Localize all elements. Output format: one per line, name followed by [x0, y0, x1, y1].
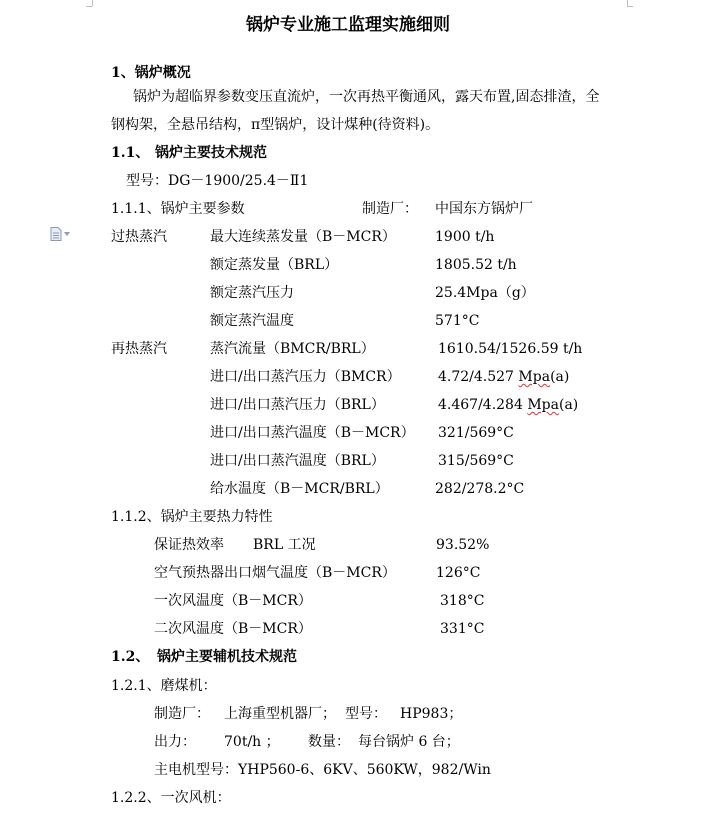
dropdown-arrow-icon	[64, 232, 70, 236]
maker-value: 中国东方锅炉厂	[435, 201, 533, 217]
paragraph-text: 锅炉为超临界参数变压直流炉，一次再热平衡通风，露天布置,固态排渣，全	[133, 89, 600, 105]
section-number: 1.2、	[111, 649, 150, 665]
motor-spec: 主电机型号：YHP560-6、6KV、560KW，982/Win	[154, 762, 491, 778]
param-name: 二次风温度（B－MCR）	[154, 621, 312, 637]
model-label: 型号：	[345, 706, 387, 722]
spellcheck-word: Mpa	[518, 369, 551, 385]
param-value: 1900 t/h	[435, 229, 495, 245]
param-name: 额定蒸汽温度	[210, 313, 294, 329]
spellcheck-word: Mpa	[527, 397, 559, 413]
param-value: 126°C	[436, 565, 481, 581]
page-corner-mark	[92, 0, 93, 6]
param-name: 给水温度（B－MCR/BRL）	[210, 481, 389, 497]
section-heading: 1、锅炉概况	[111, 65, 191, 81]
param-value: 93.52%	[436, 537, 490, 553]
subsection-label: 1.2.2、一次风机：	[111, 790, 231, 806]
maker-label: 制造厂：	[362, 201, 418, 217]
maker-value: 上海重型机器厂；	[224, 706, 336, 722]
param-value: 4.72/4.527 Mpa(a)	[438, 369, 570, 385]
param-name: 额定蒸汽压力	[210, 285, 294, 301]
section-number: 1.1、	[111, 145, 150, 161]
param-name: 蒸汽流量（BMCR/BRL）	[210, 341, 375, 357]
group-label: 再热蒸汽	[111, 341, 167, 357]
group-label: 过热蒸汽	[111, 229, 167, 245]
param-name: 最大连续蒸发量（B－MCR）	[210, 229, 396, 245]
page-corner-mark	[86, 6, 92, 7]
param-value: 318°C	[440, 593, 485, 609]
param-value: 1805.52 t/h	[435, 257, 517, 273]
output-label: 出力：	[154, 734, 196, 750]
section-title: 锅炉主要技术规范	[155, 145, 267, 161]
param-value: 4.467/4.284 Mpa(a)	[438, 397, 579, 413]
param-name: 保证热效率	[154, 537, 224, 553]
param-value: 282/278.2°C	[435, 481, 525, 497]
subsection-label: 1.1.1、锅炉主要参数	[111, 201, 245, 217]
param-value: 571°C	[435, 313, 480, 329]
output-value: 70t/h ；	[224, 734, 280, 750]
param-value: 1610.54/1526.59 t/h	[438, 341, 583, 357]
param-name: 空气预热器出口烟气温度（B－MCR）	[154, 565, 396, 581]
param-name: 额定蒸发量（BRL）	[210, 257, 339, 273]
page-corner-mark	[627, 6, 633, 7]
param-value: 331°C	[440, 621, 485, 637]
quantity-label: 数量：	[308, 734, 350, 750]
param-condition: BRL 工况	[253, 537, 316, 553]
quantity-value: 每台锅炉 6 台；	[358, 734, 460, 750]
paragraph-text: 钢构架，全悬吊结构，π型锅炉，设计煤种(待资料)。	[111, 117, 440, 133]
param-name: 进口/出口蒸汽压力（BRL）	[210, 397, 385, 413]
param-name: 进口/出口蒸汽温度（B－MCR）	[210, 425, 415, 441]
param-name: 一次风温度（B－MCR）	[154, 593, 312, 609]
param-value: 315/569°C	[438, 453, 514, 469]
document-icon	[50, 227, 62, 241]
model-value: HP983；	[400, 706, 463, 722]
paragraph-options-button[interactable]	[50, 227, 70, 241]
model-text: 型号：DG－1900/25.4－Ⅱ1	[126, 173, 309, 189]
section-title: 锅炉主要辅机技术规范	[157, 649, 297, 665]
param-value: 25.4Mpa（g）	[435, 285, 535, 301]
subsection-label: 1.2.1、磨煤机：	[111, 678, 217, 694]
subsection-label: 1.1.2、锅炉主要热力特性	[111, 509, 273, 525]
maker-label: 制造厂：	[154, 706, 210, 722]
param-value: 321/569°C	[438, 425, 514, 441]
param-name: 进口/出口蒸汽压力（BMCR）	[210, 369, 401, 385]
document-title: 锅炉专业施工监理实施细则	[246, 15, 450, 35]
param-name: 进口/出口蒸汽温度（BRL）	[210, 453, 385, 469]
